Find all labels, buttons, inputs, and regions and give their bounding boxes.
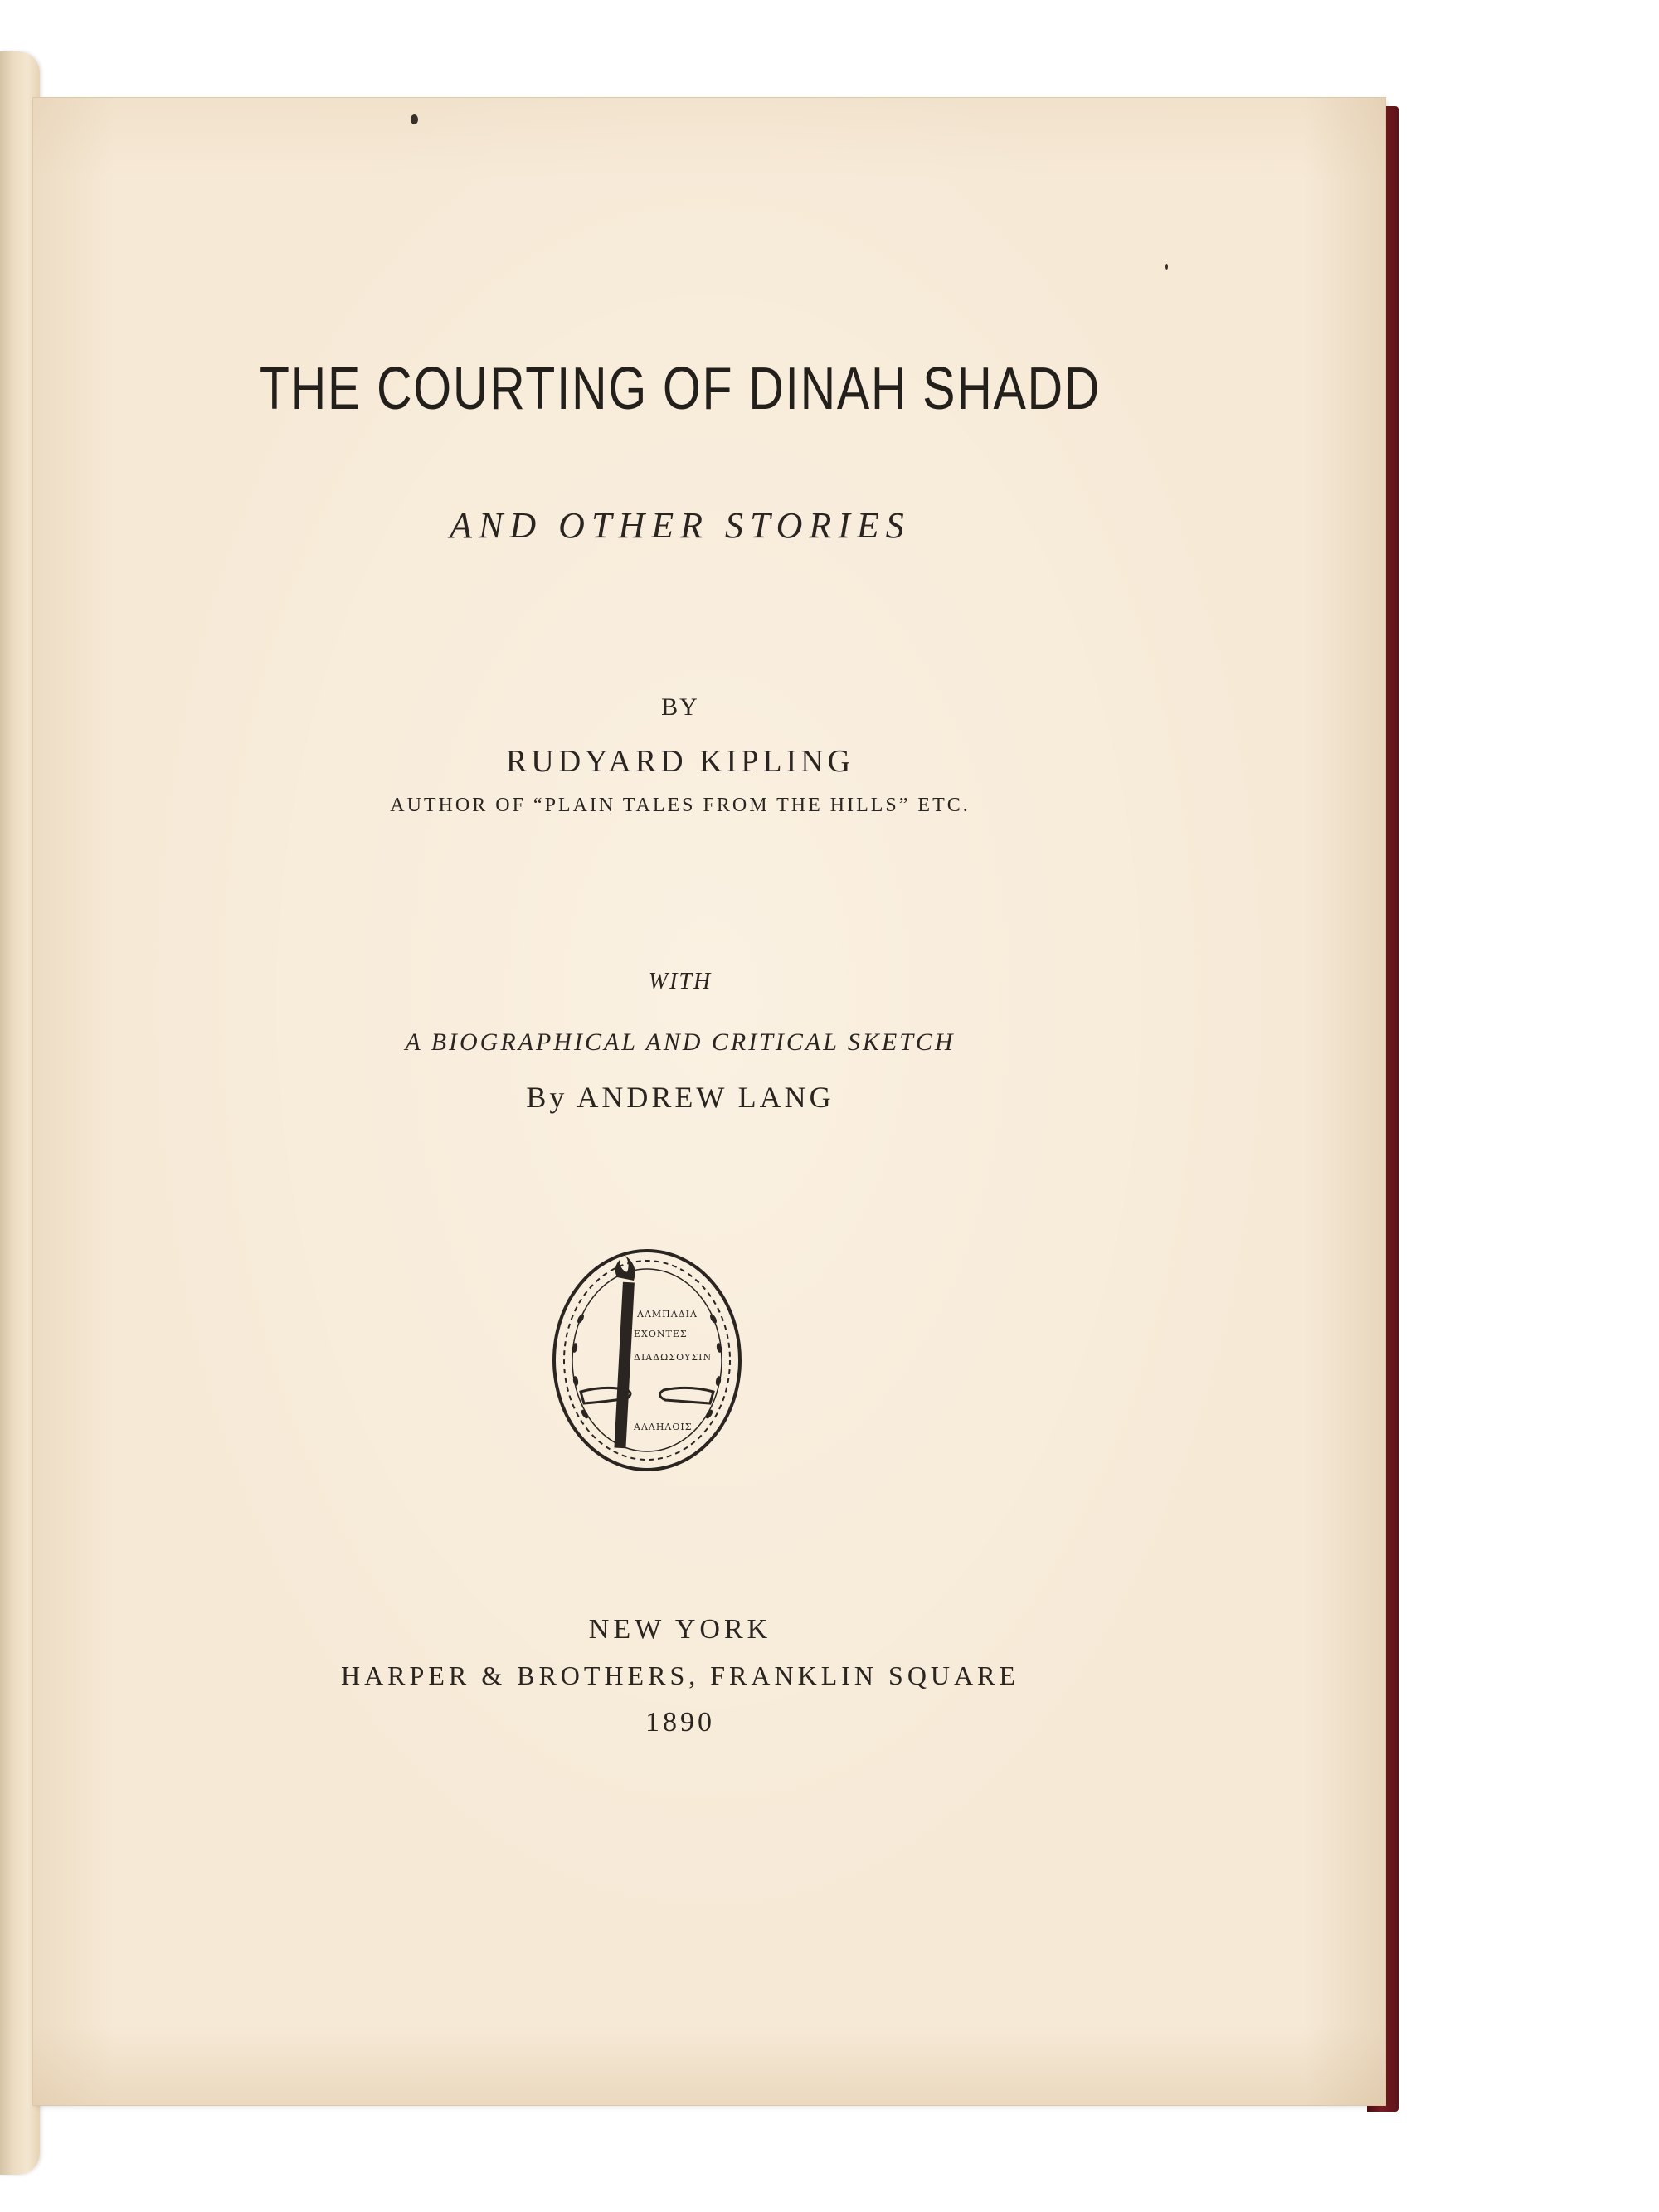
emblem-inscription: ΕΧΟΝΤΕΣ <box>634 1329 688 1339</box>
author-name: RUDYARD KIPLING <box>505 744 855 779</box>
with-label: WITH <box>648 969 713 994</box>
paper-speck <box>411 114 418 124</box>
imprint-publisher: HARPER & BROTHERS, FRANKLIN SQUARE <box>340 1660 1020 1690</box>
imprint-place: NEW YORK <box>588 1614 772 1645</box>
sketch-author: By ANDREW LANG <box>526 1081 834 1114</box>
emblem-inscription: ΛΑΜΠΑΔΙΑ <box>637 1309 698 1320</box>
imprint-year: 1890 <box>645 1707 715 1738</box>
emblem-inscription: ΑΛΛΗΛΟΙΣ <box>634 1422 693 1432</box>
publisher-torch-emblem-icon <box>547 1244 747 1476</box>
sketch-title: A BIOGRAPHICAL AND CRITICAL SKETCH <box>405 1028 956 1056</box>
paper-speck <box>1165 264 1168 270</box>
emblem-inscription: ΔΙΑΔΩΣΟΥΣΙΝ <box>634 1352 713 1363</box>
author-note: AUTHOR OF “PLAIN TALES FROM THE HILLS” ETC. <box>390 795 971 816</box>
book-subtitle: AND OTHER STORIES <box>450 505 911 546</box>
book-title: THE COURTING OF DINAH SHADD <box>259 356 1102 422</box>
by-label: BY <box>661 693 699 721</box>
title-page <box>33 98 1385 2105</box>
